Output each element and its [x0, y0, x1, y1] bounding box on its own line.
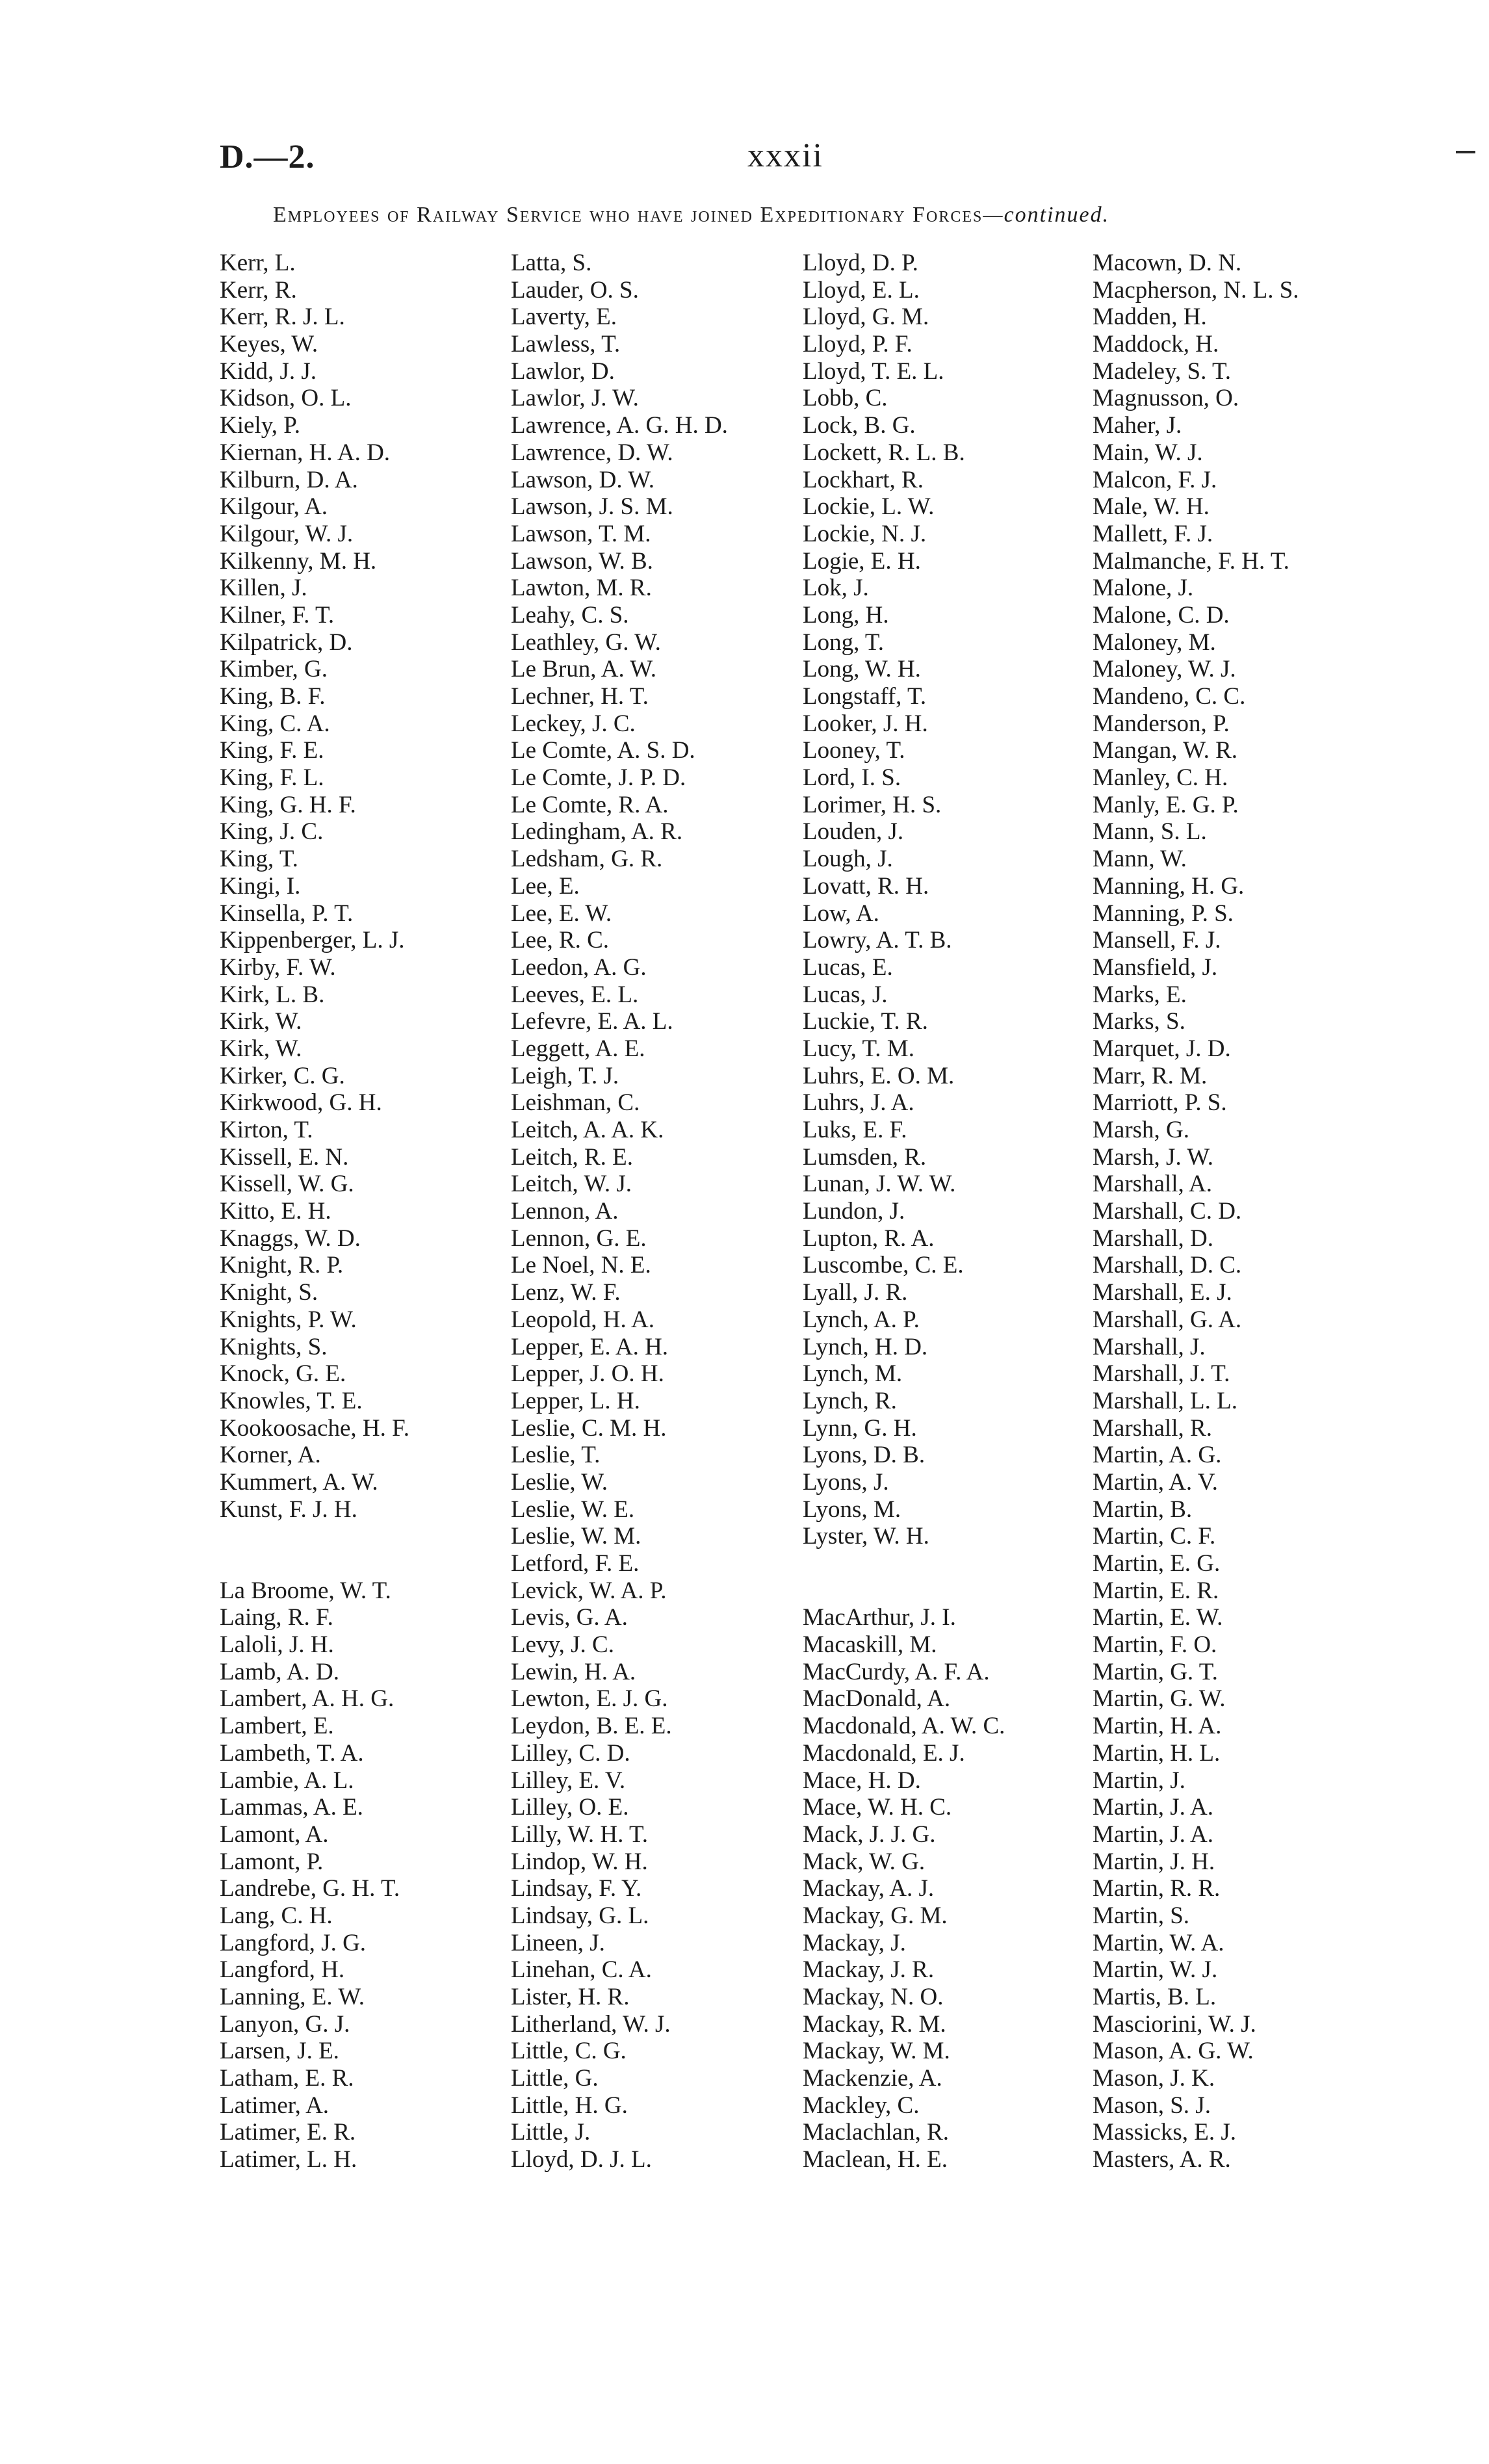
name-entry: Madden, H. [1093, 304, 1207, 331]
name-entry: Killen, J. [220, 575, 307, 602]
name-entry: Marsh, G. [1093, 1117, 1190, 1143]
name-entry: Malone, J. [1093, 575, 1194, 602]
name-entry: Madeley, S. T. [1093, 357, 1232, 385]
name-entry: Mackenzie, A. [803, 2065, 942, 2092]
name-entry: Kirk, L. B. [220, 981, 325, 1008]
name-entry: Laing, R. F. [220, 1604, 333, 1631]
name-entry: Mackay, R. M. [803, 2010, 946, 2038]
name-entry: Knock, G. E. [220, 1360, 346, 1388]
name-entry: MacArthur, J. I. [803, 1604, 956, 1631]
name-entry: Knights, S. [220, 1333, 328, 1360]
name-entry: Le Comte, A. S. D. [511, 737, 695, 764]
name-entry: Lee, E. [511, 872, 580, 900]
name-entry: Lang, C. H. [220, 1902, 333, 1929]
name-entry: Leopold, H. A. [511, 1306, 654, 1333]
name-entry: Kummert, A. W. [220, 1468, 378, 1496]
name-entry: Leslie, W. M. [511, 1523, 641, 1550]
name-entry: Looker, J. H. [803, 710, 928, 737]
name-entry: Lucy, T. M. [803, 1035, 914, 1062]
name-entry: Leahy, C. S. [511, 601, 629, 629]
name-entry: Leitch, R. E. [511, 1143, 634, 1171]
name-entry: Lynn, G. H. [803, 1414, 917, 1442]
name-entry: Manley, C. H. [1093, 764, 1228, 792]
name-entry: Lister, H. R. [511, 1984, 630, 2010]
name-entry: Kidd, J. J. [220, 357, 317, 385]
name-entry: Maclean, H. E. [803, 2146, 948, 2173]
name-entry: Kilkenny, M. H. [220, 547, 377, 575]
name-entry: Lawson, W. B. [511, 547, 653, 575]
name-entry: Lockhart, R. [803, 466, 924, 493]
name-entry: Mandeno, C. C. [1093, 683, 1246, 710]
name-entry: Marshall, G. A. [1093, 1306, 1242, 1333]
name-entry: Marr, R. M. [1093, 1062, 1208, 1089]
name-entry: Laverty, E. [511, 304, 617, 331]
name-entry: Latta, S. [511, 250, 592, 276]
name-entry: Mangan, W. R. [1093, 737, 1238, 764]
name-entry: Lupton, R. A. [803, 1225, 935, 1252]
page-heading [273, 203, 1109, 227]
name-entry: Lawson, J. S. M. [511, 493, 673, 521]
name-entry: Lee, E. W. [511, 900, 612, 927]
name-entry: Lauder, O. S. [511, 276, 639, 304]
name-entry: Marshall, D. C. [1093, 1252, 1242, 1279]
name-entry: Martin, F. O. [1093, 1631, 1217, 1659]
name-entry: Mackay, J. [803, 1929, 906, 1956]
group-spacer [803, 1550, 1005, 1604]
name-entry: Lamb, A. D. [220, 1658, 339, 1685]
name-entry: Knowles, T. E. [220, 1387, 363, 1414]
name-entry: Le Comte, R. A. [511, 791, 669, 818]
name-entry: Martin, R. R. [1093, 1875, 1221, 1902]
name-entry: Lucas, E. [803, 953, 893, 981]
name-entry: Lyster, W. H. [803, 1523, 929, 1550]
name-entry: Kiernan, H. A. D. [220, 439, 391, 466]
name-entry: Kidson, O. L. [220, 385, 352, 412]
name-entry: Long, T. [803, 629, 885, 656]
name-entry: Martin, W. A. [1093, 1929, 1224, 1956]
name-entry: Kirton, T. [220, 1117, 313, 1143]
name-entry: Luks, E. F. [803, 1117, 907, 1143]
name-entry: Mackay, J. R. [803, 1956, 935, 1984]
name-entry: Lloyd, G. M. [803, 304, 929, 331]
name-entry: Kilpatrick, D. [220, 629, 353, 656]
name-entry: Marshall, C. D. [1093, 1198, 1242, 1225]
name-entry: Maloney, M. [1093, 629, 1216, 656]
name-entry: Lamont, A. [220, 1821, 329, 1848]
name-entry: Lepper, L. H. [511, 1387, 640, 1414]
name-entry: Mackley, C. [803, 2092, 920, 2119]
name-entry: Leitch, A. A. K. [511, 1117, 664, 1143]
name-entry: Marks, S. [1093, 1008, 1185, 1035]
name-entry: Martin, J. H. [1093, 1848, 1215, 1875]
name-entry: Kippenberger, L. J. [220, 927, 405, 954]
name-entry: Latham, E. R. [220, 2065, 354, 2092]
name-entry: Lloyd, D. J. L. [511, 2146, 652, 2173]
name-entry: Marshall, E. J. [1093, 1279, 1232, 1306]
name-entry: Martin, W. J. [1093, 1956, 1218, 1984]
name-entry: Lyons, D. B. [803, 1442, 926, 1469]
name-entry: Martin, G. W. [1093, 1685, 1226, 1713]
name-entry: Kirker, C. G. [220, 1062, 345, 1089]
name-entry: Ledsham, G. R. [511, 846, 663, 873]
name-entry: Manly, E. G. P. [1093, 791, 1239, 818]
name-entry: Kilner, F. T. [220, 601, 335, 629]
name-entry: Kimber, G. [220, 656, 328, 683]
heading-title: Employees of Railway Service who have joined Expeditionary Forces [273, 203, 983, 227]
name-entry: Lawson, D. W. [511, 466, 654, 493]
name-entry: Macown, D. N. [1093, 250, 1242, 276]
name-entry: Latimer, E. R. [220, 2119, 356, 2146]
name-entry: King, F. E. [220, 737, 324, 764]
name-entry: Lepper, E. A. H. [511, 1333, 669, 1360]
name-entry: Lilley, C. D. [511, 1739, 630, 1767]
name-entry: King, F. L. [220, 764, 324, 792]
name-entry: Lineen, J. [511, 1929, 605, 1956]
name-entry: Lanyon, G. J. [220, 2010, 350, 2038]
name-column-4 [1093, 250, 1299, 2173]
name-entry: Luhrs, J. A. [803, 1089, 914, 1117]
name-entry: Lenz, W. F. [511, 1279, 621, 1306]
name-entry: Marshall, A. [1093, 1171, 1212, 1198]
name-entry: Langford, J. G. [220, 1929, 367, 1956]
name-entry: Lawless, T. [511, 331, 621, 358]
name-entry: Lindsay, F. Y. [511, 1875, 642, 1902]
name-entry: Mansfield, J. [1093, 953, 1218, 981]
name-entry: Luckie, T. R. [803, 1008, 928, 1035]
name-entry: Marshall, L. L. [1093, 1387, 1237, 1414]
name-entry: Looney, T. [803, 737, 905, 764]
name-entry: Lovatt, R. H. [803, 872, 929, 900]
name-entry: Martin, J. A. [1093, 1821, 1214, 1848]
name-entry: Masciorini, W. J. [1093, 2010, 1256, 2038]
name-entry: Kirby, F. W. [220, 953, 336, 981]
name-entry: Leslie, W. E. [511, 1496, 635, 1523]
name-entry: Kinsella, P. T. [220, 900, 354, 927]
name-entry: Lockett, R. L. B. [803, 439, 965, 466]
name-entry: King, J. C. [220, 818, 324, 846]
name-entry: MacDonald, A. [803, 1685, 951, 1713]
name-entry: Lewton, E. J. G. [511, 1685, 668, 1713]
name-entry: Keyes, W. [220, 331, 318, 358]
name-column-2 [511, 250, 728, 2173]
name-entry: Manning, H. G. [1093, 872, 1245, 900]
name-entry: Malone, C. D. [1093, 601, 1230, 629]
name-entry: Leydon, B. E. E. [511, 1713, 672, 1740]
name-entry: Kirkwood, G. H. [220, 1089, 382, 1117]
name-entry: Knaggs, W. D. [220, 1225, 361, 1252]
name-entry: Lanning, E. W. [220, 1984, 365, 2011]
name-entry: King, T. [220, 846, 298, 873]
name-entry: Leslie, C. M. H. [511, 1414, 667, 1442]
name-entry: Kirk, W. [220, 1035, 302, 1062]
name-entry: Lockie, L. W. [803, 493, 935, 521]
name-entry: Mace, H. D. [803, 1767, 921, 1794]
name-entry: Lilley, E. V. [511, 1767, 626, 1794]
name-entry: Latimer, L. H. [220, 2146, 357, 2173]
name-entry: Martin, A. G. [1093, 1442, 1222, 1469]
name-entry: Maloney, W. J. [1093, 656, 1236, 683]
name-column-1 [220, 250, 409, 2173]
name-entry: Lefevre, E. A. L. [511, 1008, 673, 1035]
name-entry: Lough, J. [803, 846, 893, 873]
name-entry: Marshall, D. [1093, 1225, 1213, 1252]
name-entry: La Broome, W. T. [220, 1577, 391, 1604]
name-entry: Levy, J. C. [511, 1631, 614, 1659]
name-entry: Lambie, A. L. [220, 1767, 354, 1794]
name-entry: Kissell, W. G. [220, 1171, 354, 1198]
name-entry: Lynch, M. [803, 1360, 903, 1388]
name-entry: Latimer, A. [220, 2092, 330, 2119]
name-entry: Logie, E. H. [803, 547, 921, 575]
name-entry: Lloyd, E. L. [803, 276, 920, 304]
name-entry: Little, H. G. [511, 2092, 628, 2119]
name-entry: Kingi, I. [220, 872, 301, 900]
name-entry: Manderson, P. [1093, 710, 1230, 737]
name-entry: Lockie, N. J. [803, 520, 927, 547]
name-entry: Leitch, W. J. [511, 1171, 632, 1198]
name-entry: Lundon, J. [803, 1198, 905, 1225]
name-entry: Lucas, J. [803, 981, 888, 1008]
name-entry: Knights, P. W. [220, 1306, 357, 1333]
name-entry: Magnusson, O. [1093, 385, 1239, 412]
name-entry: Lambeth, T. A. [220, 1739, 364, 1767]
name-entry: Leathley, G. W. [511, 629, 661, 656]
name-entry: Kirk, W. [220, 1008, 302, 1035]
name-entry: Knight, S. [220, 1279, 318, 1306]
name-entry: Lyall, J. R. [803, 1279, 908, 1306]
name-entry: Lyons, M. [803, 1496, 901, 1523]
name-entry: Lok, J. [803, 575, 869, 602]
name-entry: Little, C. G. [511, 2038, 627, 2065]
name-entry: Kerr, L. [220, 250, 296, 276]
name-entry: Mack, W. G. [803, 1848, 926, 1875]
name-entry: Lepper, J. O. H. [511, 1360, 664, 1388]
page-number: xxxii [747, 137, 823, 174]
name-entry: Mann, W. [1093, 846, 1187, 873]
name-entry: Luhrs, E. O. M. [803, 1062, 955, 1089]
name-entry: Lynch, H. D. [803, 1333, 928, 1360]
name-entry: Lowry, A. T. B. [803, 927, 952, 954]
name-entry: Lee, R. C. [511, 927, 610, 954]
group-spacer [220, 1523, 409, 1577]
name-entry: Leeves, E. L. [511, 981, 639, 1008]
name-entry: Macpherson, N. L. S. [1093, 276, 1299, 304]
name-entry: Martin, E. R. [1093, 1577, 1219, 1604]
name-entry: Martin, C. F. [1093, 1523, 1216, 1550]
name-entry: Kilburn, D. A. [220, 466, 358, 493]
name-entry: Lynch, A. P. [803, 1306, 920, 1333]
name-entry: Maher, J. [1093, 412, 1182, 439]
name-entry: Lennon, G. E. [511, 1225, 647, 1252]
name-entry: Maddock, H. [1093, 331, 1219, 358]
name-entry: Kerr, R. [220, 276, 297, 304]
name-entry: Marshall, J. T. [1093, 1360, 1230, 1388]
name-entry: King, C. A. [220, 710, 330, 737]
name-entry: Martin, E. W. [1093, 1604, 1223, 1631]
name-entry: Mackay, G. M. [803, 1902, 948, 1929]
name-entry: Little, J. [511, 2119, 591, 2146]
name-entry: Little, G. [511, 2065, 599, 2092]
name-entry: Mackay, W. M. [803, 2038, 950, 2065]
name-entry: King, G. H. F. [220, 791, 356, 818]
name-entry: Marquet, J. D. [1093, 1035, 1231, 1062]
name-entry: Main, W. J. [1093, 439, 1203, 466]
name-entry: Lloyd, T. E. L. [803, 357, 944, 385]
name-entry: Mallett, F. J. [1093, 520, 1213, 547]
name-entry: Litherland, W. J. [511, 2010, 671, 2038]
name-entry: Marshall, R. [1093, 1414, 1212, 1442]
heading-suffix: —continued. [983, 203, 1110, 227]
name-entry: Lawrence, D. W. [511, 439, 673, 466]
name-entry: Male, W. H. [1093, 493, 1210, 521]
name-entry: Mason, S. J. [1093, 2092, 1211, 2119]
name-entry: Martin, B. [1093, 1496, 1193, 1523]
name-entry: Levick, W. A. P. [511, 1577, 667, 1604]
name-entry: Lumsden, R. [803, 1143, 927, 1171]
name-entry: Kilgour, A. [220, 493, 328, 521]
name-entry: Mason, J. K. [1093, 2065, 1215, 2092]
name-entry: Le Brun, A. W. [511, 656, 657, 683]
name-entry: King, B. F. [220, 683, 326, 710]
name-entry: Martin, H. L. [1093, 1739, 1221, 1767]
name-entry: Lambert, A. H. G. [220, 1685, 395, 1713]
name-entry: Mackay, A. J. [803, 1875, 935, 1902]
name-entry: Mason, A. G. W. [1093, 2038, 1254, 2065]
name-entry: Macaskill, M. [803, 1631, 937, 1659]
name-entry: Lawrence, A. G. H. D. [511, 412, 728, 439]
name-entry: Massicks, E. J. [1093, 2119, 1236, 2146]
name-entry: Lunan, J. W. W. [803, 1171, 956, 1198]
name-entry: Longstaff, T. [803, 683, 927, 710]
name-entry: Lambert, E. [220, 1713, 334, 1740]
name-entry: Knight, R. P. [220, 1252, 344, 1279]
name-entry: Lorimer, H. S. [803, 791, 942, 818]
name-entry: Marriott, P. S. [1093, 1089, 1227, 1117]
name-entry: Mackay, N. O. [803, 1984, 944, 2011]
name-entry: Manning, P. S. [1093, 900, 1234, 927]
name-entry: Leslie, W. [511, 1468, 608, 1496]
name-entry: Martin, G. T. [1093, 1658, 1218, 1685]
name-entry: Laloli, J. H. [220, 1631, 334, 1659]
name-entry: Lloyd, P. F. [803, 331, 913, 358]
name-entry: Landrebe, G. H. T. [220, 1875, 400, 1902]
name-entry: Linehan, C. A. [511, 1956, 652, 1984]
name-entry: Martin, S. [1093, 1902, 1190, 1929]
name-entry: Lewin, H. A. [511, 1658, 636, 1685]
name-entry: Low, A. [803, 900, 879, 927]
name-entry: Kilgour, W. J. [220, 520, 354, 547]
name-entry: Lyons, J. [803, 1468, 889, 1496]
name-entry: Kookoosache, H. F. [220, 1414, 409, 1442]
name-entry: Mansell, F. J. [1093, 927, 1221, 954]
name-entry: Macdonald, A. W. C. [803, 1713, 1005, 1740]
name-entry: Letford, F. E. [511, 1550, 640, 1577]
name-entry: Kiely, P. [220, 412, 301, 439]
name-entry: Martin, H. A. [1093, 1713, 1222, 1740]
name-entry: Masters, A. R. [1093, 2146, 1231, 2173]
name-entry: Mack, J. J. G. [803, 1821, 936, 1848]
name-entry: Long, W. H. [803, 656, 921, 683]
name-entry: Lobb, C. [803, 385, 888, 412]
name-entry: Kunst, F. J. H. [220, 1496, 357, 1523]
name-entry: Lawson, T. M. [511, 520, 651, 547]
name-entry: Lord, I. S. [803, 764, 901, 792]
name-entry: Lawlor, J. W. [511, 385, 639, 412]
page-reference: D.—2. [220, 138, 315, 175]
name-entry: Le Noel, N. E. [511, 1252, 651, 1279]
name-entry: Martin, E. G. [1093, 1550, 1221, 1577]
name-entry: Lynch, R. [803, 1387, 897, 1414]
name-entry: Lilley, O. E. [511, 1794, 629, 1821]
name-entry: Macdonald, E. J. [803, 1739, 965, 1767]
name-entry: Lock, B. G. [803, 412, 916, 439]
name-entry: Leigh, T. J. [511, 1062, 619, 1089]
name-entry: Luscombe, C. E. [803, 1252, 964, 1279]
name-entry: Lamont, P. [220, 1848, 324, 1875]
name-entry: Louden, J. [803, 818, 904, 846]
name-entry: Marshall, J. [1093, 1333, 1206, 1360]
name-entry: Martin, J. A. [1093, 1794, 1214, 1821]
name-entry: Lennon, A. [511, 1198, 619, 1225]
name-entry: Langford, H. [220, 1956, 345, 1984]
name-entry: Lindsay, G. L. [511, 1902, 649, 1929]
name-entry: Martis, B. L. [1093, 1984, 1217, 2010]
name-entry: Ledingham, A. R. [511, 818, 683, 846]
name-entry: Maclachlan, R. [803, 2119, 949, 2146]
name-entry: Marks, E. [1093, 981, 1187, 1008]
name-column-3 [803, 250, 1005, 2173]
name-entry: Korner, A. [220, 1442, 321, 1469]
name-entry: Lindop, W. H. [511, 1848, 648, 1875]
name-entry: Leedon, A. G. [511, 953, 647, 981]
name-entry: Martin, J. [1093, 1767, 1185, 1794]
name-entry: Malcon, F. J. [1093, 466, 1217, 493]
name-entry: Lawton, M. R. [511, 575, 652, 602]
name-entry: Leckey, J. C. [511, 710, 636, 737]
name-entry: Larsen, J. E. [220, 2038, 339, 2065]
name-entry: Levis, G. A. [511, 1604, 628, 1631]
name-entry: Martin, A. V. [1093, 1468, 1218, 1496]
name-entry: Le Comte, J. P. D. [511, 764, 686, 792]
name-entry: Kitto, E. H. [220, 1198, 331, 1225]
name-entry: Leggett, A. E. [511, 1035, 645, 1062]
name-entry: Long, H. [803, 601, 889, 629]
header-rule [1456, 151, 1475, 153]
name-entry: Malmanche, F. H. T. [1093, 547, 1289, 575]
name-entry: Leslie, T. [511, 1442, 601, 1469]
name-entry: Lammas, A. E. [220, 1794, 363, 1821]
name-entry: Leishman, C. [511, 1089, 640, 1117]
name-entry: Mace, W. H. C. [803, 1794, 952, 1821]
name-entry: Lechner, H. T. [511, 683, 649, 710]
name-entry: MacCurdy, A. F. A. [803, 1658, 990, 1685]
name-entry: Mann, S. L. [1093, 818, 1207, 846]
name-entry: Lloyd, D. P. [803, 250, 918, 276]
name-entry: Lawlor, D. [511, 357, 615, 385]
name-entry: Lilly, W. H. T. [511, 1821, 649, 1848]
name-entry: Marsh, J. W. [1093, 1143, 1214, 1171]
name-entry: Kerr, R. J. L. [220, 304, 345, 331]
name-entry: Kissell, E. N. [220, 1143, 349, 1171]
